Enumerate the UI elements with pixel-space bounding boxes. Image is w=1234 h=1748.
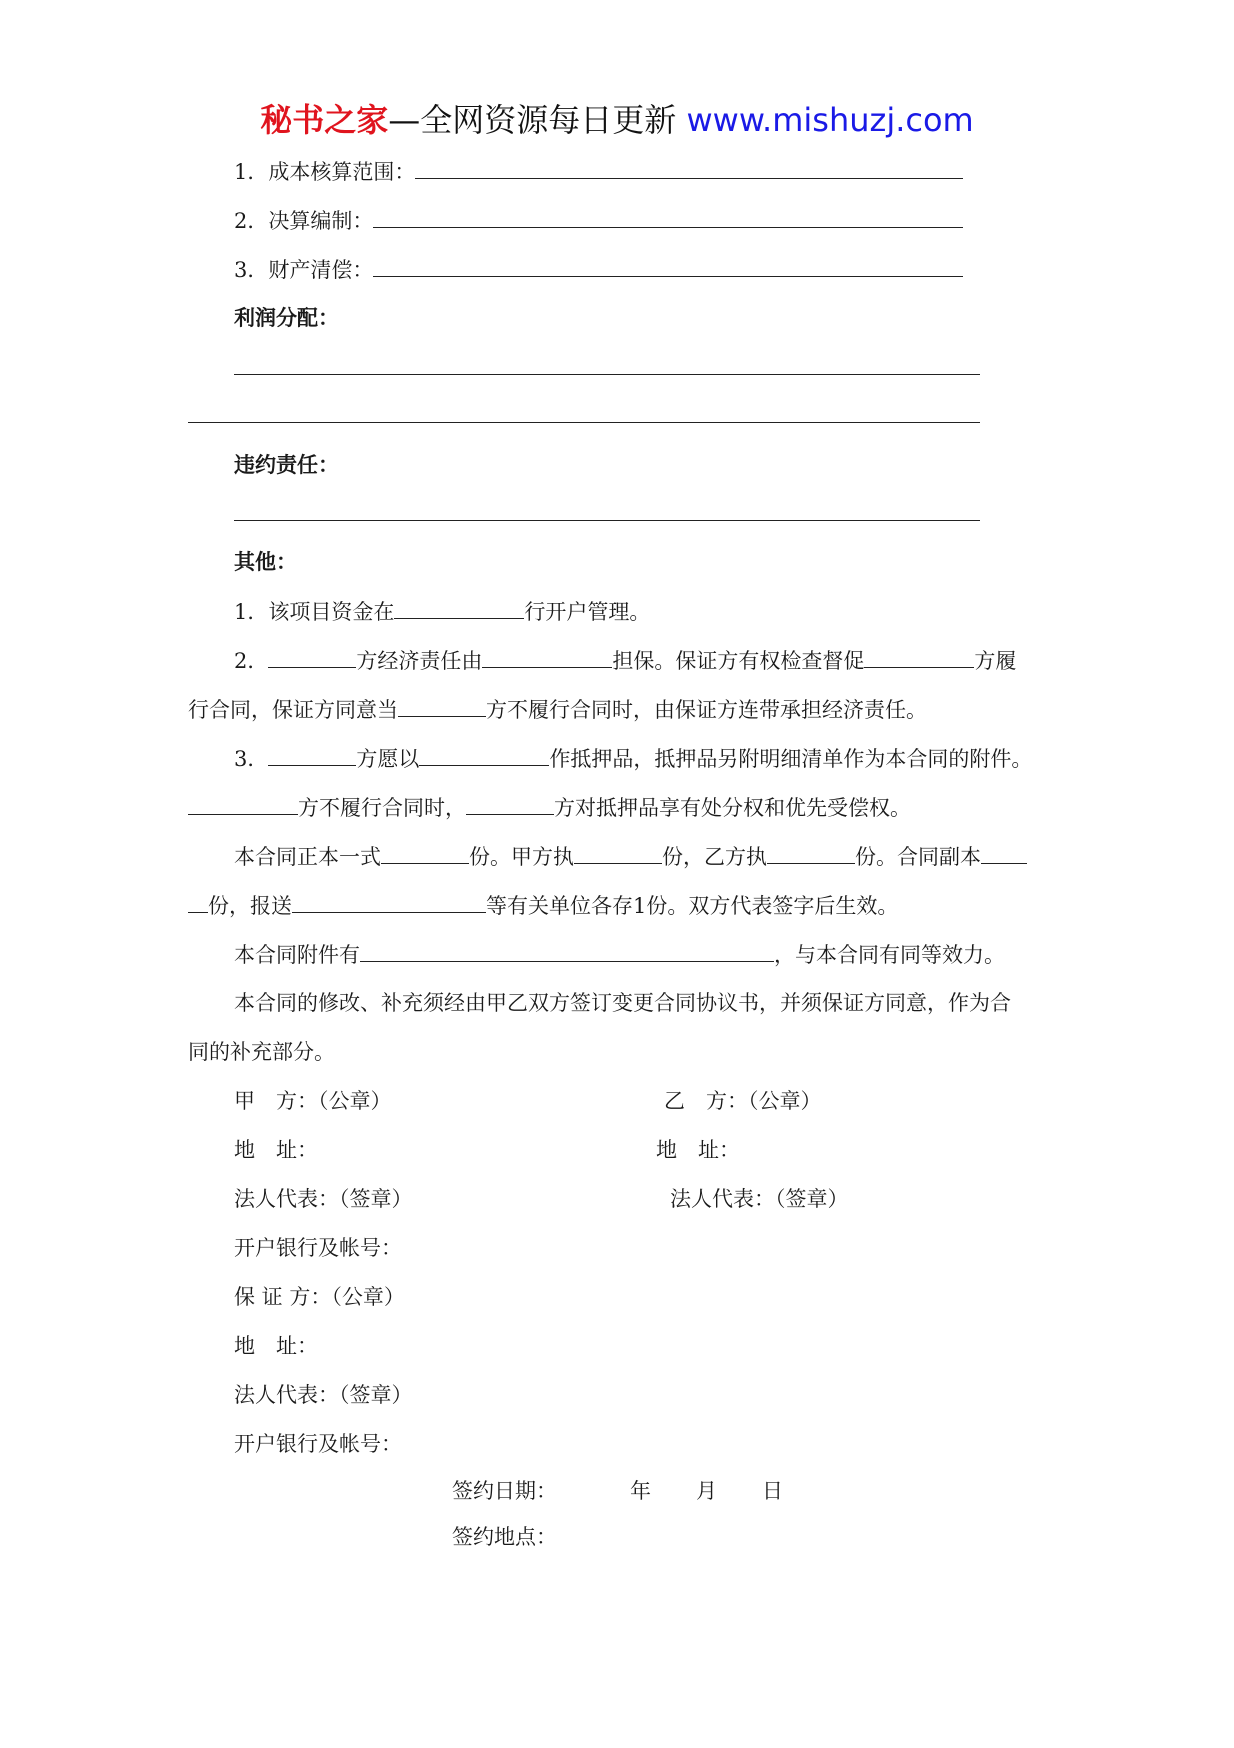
blank-collateral [419,743,549,766]
attachment-clause: 本合同附件有 ，与本合同有同等效力。 [234,939,1005,970]
signing-year: 年 [630,1479,651,1503]
blank-attachments [360,939,774,962]
blank-cost-scope [415,156,963,179]
guarantor-rep: 法人代表：（签章） [234,1383,413,1407]
site-header [0,100,1234,140]
blank-duplicate-cont [188,890,208,913]
blank-copies-party-a [574,841,662,864]
settlement-item-1 [234,156,963,187]
settlement-item-3-label: 3．财产清偿： [234,258,374,282]
settlement-item-1-label: 1．成本核算范围： [234,160,416,184]
guarantor-bank: 开户银行及帐号： [234,1432,402,1456]
party-b-rep: 法人代表：（签章） [670,1187,849,1211]
party-b-name: 乙 方：（公章） [664,1089,822,1113]
party-b-address: 地 址： [656,1138,740,1162]
blank-party [268,743,356,766]
copies-line-1: 本合同正本一式 份。甲方执 份，乙方执 份。合同副本 [234,841,1027,872]
blank-recipients [292,890,486,913]
other-clause-2-line-1: 2． 方经济责任由 担保。保证方有权检查督促 方履 [234,645,1016,676]
site-url[interactable]: www.mishuzj.com [686,101,974,139]
other-clause-2-line-2: 行合同，保证方同意当 方不履行合同时，由保证方连带承担经济责任。 [188,694,927,725]
profit-heading: 利润分配： [234,306,339,330]
blank-duplicate [981,841,1027,864]
settlement-item-3 [234,254,963,285]
other-clause-3-line-1: 3． 方愿以 作抵押品，抵押品另附明细清单作为本合同的附件。 [234,743,1032,774]
signing-place-label: 签约地点： [452,1525,557,1549]
guarantor-name: 保 证 方：（公章） [234,1285,405,1309]
signing-month: 月 [696,1479,717,1503]
settlement-item-2-label: 2．决算编制： [234,209,374,233]
party-a-bank: 开户银行及帐号： [234,1236,402,1260]
other-clause-1: 1．该项目资金在 行开户管理。 [234,596,650,627]
party-a-rep: 法人代表：（签章） [234,1187,413,1211]
blank-asset-liquidation [373,254,963,277]
amendment-line-1: 本合同的修改、补充须经由甲乙双方签订变更合同协议书，并须保证方同意，作为合 [234,991,1011,1015]
other-heading: 其他： [234,550,297,574]
site-brand: 秘书之家 [260,101,389,139]
blank-party [268,645,356,668]
breach-heading: 违约责任： [234,453,339,477]
blank-copies-total [381,841,469,864]
blank-guarantor [482,645,612,668]
signing-date-label: 签约日期： [452,1479,557,1503]
blank-party [188,792,298,815]
blank-copies-party-b [767,841,855,864]
blank-party [864,645,974,668]
party-a-address: 地 址： [234,1138,318,1162]
blank-party [466,792,554,815]
breach-blank-line [234,520,980,521]
signing-day: 日 [762,1479,783,1503]
settlement-item-2 [234,205,963,236]
guarantor-address: 地 址： [234,1334,318,1358]
site-slogan: —全网资源每日更新 [388,101,687,139]
profit-blank-line-2 [188,422,980,423]
profit-blank-line-1 [234,374,980,375]
blank-party [398,694,486,717]
blank-bank [394,596,524,619]
other-clause-3-line-2: 方不履行合同时， 方对抵押品享有处分权和优先受偿权。 [188,792,911,823]
blank-final-accounts [373,205,963,228]
amendment-line-2: 同的补充部分。 [188,1040,335,1064]
copies-line-2: 份，报送 等有关单位各存1份。双方代表签字后生效。 [188,890,898,921]
party-a-name: 甲 方：（公章） [234,1089,392,1113]
